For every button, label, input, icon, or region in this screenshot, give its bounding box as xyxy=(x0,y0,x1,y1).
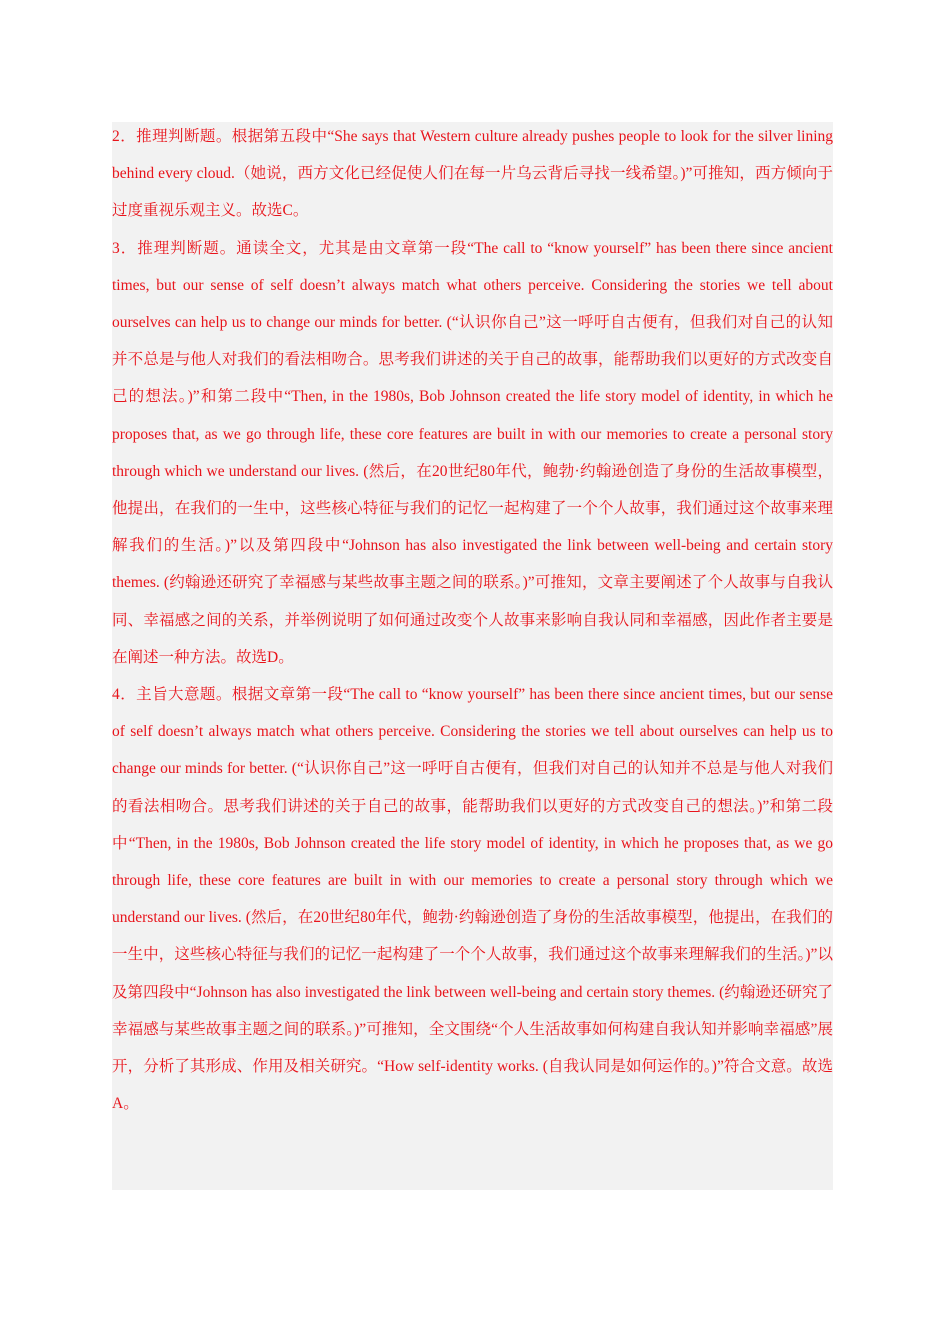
answer-4-explanation: 4．主旨大意题。根据文章第一段“The call to “know yourself” has been there since ancient times, but our sense of self doesn’t always match what others perceive. Considering the stories we tell about ourselves can help us to change our minds for better. (“认识你自己”这一呼吁自古便有，但我们对自己的认知并不总是与他人对我们的看法相吻合。思考我们讲述的关于自己的故事，能帮助我们以更好的方式改变自己的想法。)”和第二段中“Then, in the 1980s, Bob Johnson created the life story model of identity, in which he proposes that, as we go through life, these core features are built in with our memories to create a personal story through which we understand our lives. (然后，在20世纪80年代，鲍勃·约翰逊创造了身份的生活故事模型，他提出，在我们的一生中，这些核心特征与我们的记忆一起构建了一个个人故事，我们通过这个故事来理解我们的生活。)”以及第四段中“Johnson has also investigated the link between well-being and certain story themes. (约翰逊还研究了幸福感与某些故事主题之间的联系。)”可推知，全文围绕“个人生活故事如何构建自我认知并影响幸福感”展开，分析了其形成、作用及相关研究。“How self-identity works. (自我认同是如何运作的。)”符合文意。故选A。 xyxy=(112,686,833,1113)
answer-explanations xyxy=(112,118,833,1122)
answer-3-explanation: 3．推理判断题。通读全文，尤其是由文章第一段“The call to “know yourself” has been there since ancient times, but our sense of self doesn’t always match what others perceive. Considering the stories we tell about ourselves can help us to change our minds for better. (“认识你自己”这一呼吁自古便有，但我们对自己的认知并不总是与他人对我们的看法相吻合。思考我们讲述的关于自己的故事，能帮助我们以更好的方式改变自己的想法。)”和第二段中“Then, in the 1980s, Bob Johnson created the life story model of identity, in which he proposes that, as we go through life, these core features are built in with our memories to create a personal story through which we understand our lives. (然后，在20世纪80年代，鲍勃·约翰逊创造了身份的生活故事模型，他提出，在我们的一生中，这些核心特征与我们的记忆一起构建了一个个人故事，我们通过这个故事来理解我们的生活。)”以及第四段中“Johnson has also investigated the link between well-being and certain story themes. (约翰逊还研究了幸福感与某些故事主题之间的联系。)”可推知，文章主要阐述了个人故事与自我认同、幸福感之间的关系，并举例说明了如何通过改变个人故事来影响自我认同和幸福感，因此作者主要是在阐述一种方法。故选D。 xyxy=(112,239,833,666)
answer-2-explanation: 2．推理判断题。根据第五段中“She says that Western culture already pushes people to look for the silver lining behind every cloud.（她说，西方文化已经促使人们在每一片乌云背后寻找一线希望。)”可推知，西方倾向于过度重视乐观主义。故选C。 xyxy=(112,128,833,220)
